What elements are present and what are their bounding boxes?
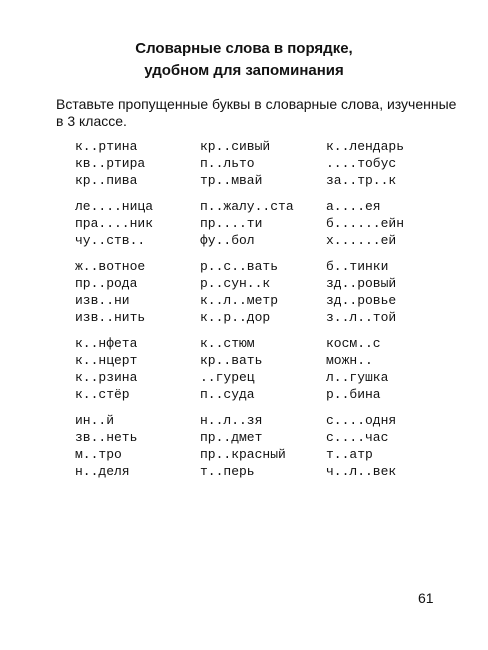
page-number: 61 bbox=[418, 590, 434, 606]
dictionary-word: б......ейн bbox=[326, 216, 405, 231]
word-group bbox=[75, 335, 465, 403]
dictionary-word: пр..дмет bbox=[200, 430, 263, 445]
dictionary-word: можн.. bbox=[326, 353, 373, 368]
page-title-line: Словарные слова в порядке, bbox=[135, 40, 353, 57]
word-row bbox=[75, 258, 465, 275]
dictionary-word: м..тро bbox=[75, 447, 122, 462]
page-title-line: удобном для запоминания bbox=[144, 62, 344, 79]
dictionary-word: ..гурец bbox=[200, 370, 255, 385]
dictionary-word: кр..сивый bbox=[200, 139, 271, 154]
word-row bbox=[75, 463, 465, 480]
dictionary-word: пр....ти bbox=[200, 216, 263, 231]
dictionary-word: н..деля bbox=[75, 464, 130, 479]
word-row bbox=[75, 412, 465, 429]
dictionary-word: пр..рода bbox=[75, 276, 138, 291]
word-row bbox=[75, 446, 465, 463]
dictionary-word: п..суда bbox=[200, 387, 255, 402]
dictionary-word: к..стюм bbox=[200, 336, 255, 351]
word-table bbox=[75, 138, 465, 480]
dictionary-word: к..нфета bbox=[75, 336, 138, 351]
dictionary-word: кв..ртира bbox=[75, 156, 146, 171]
dictionary-word: зд..ровый bbox=[326, 276, 397, 291]
dictionary-word: л..гушка bbox=[326, 370, 389, 385]
word-row bbox=[75, 386, 465, 403]
dictionary-word: изв..нить bbox=[75, 310, 146, 325]
word-group bbox=[75, 138, 465, 189]
word-group bbox=[75, 258, 465, 326]
dictionary-word: зв..неть bbox=[75, 430, 138, 445]
dictionary-word: ле....ница bbox=[75, 199, 154, 214]
exercise-instruction bbox=[56, 96, 466, 130]
dictionary-word: к..р..дор bbox=[200, 310, 271, 325]
dictionary-word: к..рзина bbox=[75, 370, 138, 385]
dictionary-word: чу..ств.. bbox=[75, 233, 146, 248]
dictionary-word: к..лендарь bbox=[326, 139, 405, 154]
dictionary-word: к..ртина bbox=[75, 139, 138, 154]
word-row bbox=[75, 335, 465, 352]
dictionary-word: ж..вотное bbox=[75, 259, 146, 274]
word-row bbox=[75, 429, 465, 446]
dictionary-word: к..нцерт bbox=[75, 353, 138, 368]
instruction-line: Вставьте пропущенные буквы в словарные слова, изученные bbox=[56, 96, 457, 112]
word-row bbox=[75, 155, 465, 172]
dictionary-word: а....ея bbox=[326, 199, 381, 214]
dictionary-word: ч..л..век bbox=[326, 464, 397, 479]
dictionary-word: н..л..зя bbox=[200, 413, 263, 428]
word-group bbox=[75, 412, 465, 480]
word-group bbox=[75, 198, 465, 249]
dictionary-word: п..льто bbox=[200, 156, 255, 171]
word-row bbox=[75, 369, 465, 386]
dictionary-word: к..стёр bbox=[75, 387, 130, 402]
word-row bbox=[75, 275, 465, 292]
dictionary-word: кр..вать bbox=[200, 353, 263, 368]
word-row bbox=[75, 138, 465, 155]
word-row bbox=[75, 172, 465, 189]
dictionary-word: зд..ровье bbox=[326, 293, 397, 308]
dictionary-word: с....час bbox=[326, 430, 389, 445]
dictionary-word: пр..красный bbox=[200, 447, 286, 462]
dictionary-word: р..сун..к bbox=[200, 276, 271, 291]
word-row bbox=[75, 292, 465, 309]
instruction-line: в 3 классе. bbox=[56, 113, 127, 129]
dictionary-word: за..тр..к bbox=[326, 173, 397, 188]
word-row bbox=[75, 215, 465, 232]
dictionary-word: пра....ник bbox=[75, 216, 154, 231]
dictionary-word: р..бина bbox=[326, 387, 381, 402]
dictionary-word: ....тобус bbox=[326, 156, 397, 171]
dictionary-word: косм..с bbox=[326, 336, 381, 351]
dictionary-word: р..с..вать bbox=[200, 259, 279, 274]
dictionary-word: п..жалу..ста bbox=[200, 199, 294, 214]
dictionary-word: ин..й bbox=[75, 413, 115, 428]
word-row bbox=[75, 352, 465, 369]
word-row bbox=[75, 232, 465, 249]
dictionary-word: т..атр bbox=[326, 447, 373, 462]
dictionary-word: к..л..метр bbox=[200, 293, 279, 308]
dictionary-word: изв..ни bbox=[75, 293, 130, 308]
dictionary-word: т..перь bbox=[200, 464, 255, 479]
dictionary-word: фу..бол bbox=[200, 233, 255, 248]
dictionary-word: с....одня bbox=[326, 413, 397, 428]
dictionary-word: з..л..той bbox=[326, 310, 397, 325]
dictionary-word: тр..мвай bbox=[200, 173, 263, 188]
word-row bbox=[75, 309, 465, 326]
page-title bbox=[0, 38, 488, 82]
dictionary-word: х......ей bbox=[326, 233, 397, 248]
word-row bbox=[75, 198, 465, 215]
dictionary-word: б..тинки bbox=[326, 259, 389, 274]
dictionary-word: кр..пива bbox=[75, 173, 138, 188]
